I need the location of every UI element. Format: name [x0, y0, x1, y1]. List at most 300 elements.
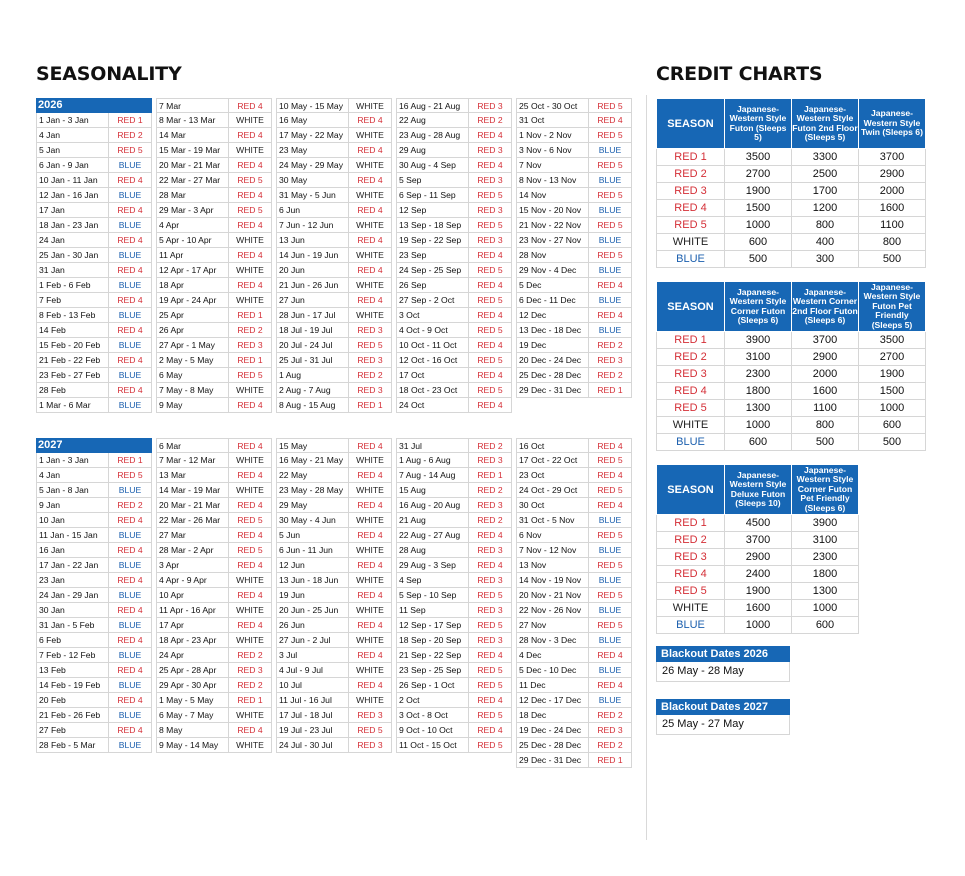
season-row [36, 338, 152, 353]
season-level: RED 4 [237, 470, 263, 480]
season-level: RED 5 [597, 590, 623, 600]
season-level: BLUE [598, 205, 622, 215]
room-type-header: Japanese-Western Style Corner Futon (Sleeps 6) [725, 282, 792, 332]
season-date: 31 Oct [517, 113, 589, 127]
season-date: 6 Sep - 11 Sep [397, 188, 469, 202]
season-row [516, 603, 632, 618]
credit-value: 600 [859, 417, 926, 434]
season-level: RED 1 [477, 470, 503, 480]
season-date: 26 Apr [157, 323, 229, 337]
season-row [156, 233, 272, 248]
credit-season: RED 5 [657, 217, 725, 234]
season-row [396, 173, 512, 188]
season-date: 4 Apr - 9 Apr [157, 573, 229, 587]
season-date: 22 Nov - 26 Nov [517, 603, 589, 617]
season-level: RED 5 [357, 340, 383, 350]
credit-season: RED 5 [657, 400, 725, 417]
credit-row [657, 234, 926, 251]
season-level: BLUE [118, 485, 142, 495]
season-date: 28 Feb - 5 Mar [37, 738, 109, 752]
season-date: 12 Apr - 17 Apr [157, 263, 229, 277]
season-date: 27 Sep - 2 Oct [397, 293, 469, 307]
season-date: 28 Feb [37, 383, 109, 397]
season-level: RED 4 [117, 355, 143, 365]
season-row [516, 513, 632, 528]
season-date: 20 Jul - 24 Jul [277, 338, 349, 352]
season-row [156, 468, 272, 483]
credit-value: 2300 [725, 366, 792, 383]
season-date: 4 Dec [517, 648, 589, 662]
season-date: 27 Nov [517, 618, 589, 632]
season-row [396, 483, 512, 498]
season-date: 19 Sep - 22 Sep [397, 233, 469, 247]
season-level: RED 3 [597, 355, 623, 365]
season-row [276, 158, 392, 173]
season-column [276, 438, 392, 768]
credit-season: RED 3 [657, 183, 725, 200]
credit-row [657, 166, 926, 183]
season-level: RED 4 [357, 175, 383, 185]
season-row [156, 633, 272, 648]
season-date: 9 May [157, 398, 229, 412]
blackout-2026-title: Blackout Dates 2026 [656, 646, 790, 662]
season-level: RED 2 [237, 680, 263, 690]
season-date: 7 Feb [37, 293, 109, 307]
season-date: 28 Jun - 17 Jul [277, 308, 349, 322]
season-date: 1 Mar - 6 Mar [37, 398, 109, 412]
season-level: BLUE [118, 740, 142, 750]
season-date: 30 Oct [517, 498, 589, 512]
season-date: 5 Dec [517, 278, 589, 292]
season-level: RED 5 [597, 530, 623, 540]
season-level: BLUE [118, 160, 142, 170]
season-row [156, 453, 272, 468]
room-type-header: Japanese-Western Style Corner Futon Pet Friendly (Sleeps 6) [792, 465, 859, 515]
season-row [276, 323, 392, 338]
season-row [276, 738, 392, 753]
season-row [276, 513, 392, 528]
credit-season: RED 1 [657, 515, 725, 532]
season-level: BLUE [118, 400, 142, 410]
season-date: 10 Jul [277, 678, 349, 692]
season-level: WHITE [236, 145, 264, 155]
season-date: 30 May [277, 173, 349, 187]
season-row [156, 278, 272, 293]
season-row [396, 278, 512, 293]
season-row [36, 573, 152, 588]
season-date: 11 Sep [397, 603, 469, 617]
season-row [36, 483, 152, 498]
season-row [156, 723, 272, 738]
credit-value: 2000 [792, 366, 859, 383]
season-level: RED 4 [477, 400, 503, 410]
credit-value: 2900 [792, 349, 859, 366]
credit-value: 3500 [859, 332, 926, 349]
season-level: WHITE [236, 235, 264, 245]
credit-season: RED 3 [657, 366, 725, 383]
room-type-header: Japanese-Western Style Futon 2nd Floor (Sleeps 5) [792, 99, 859, 149]
season-level: BLUE [598, 575, 622, 585]
credit-value: 1000 [725, 417, 792, 434]
season-row [156, 143, 272, 158]
season-level: WHITE [356, 635, 384, 645]
season-date: 22 May [277, 468, 349, 482]
season-date: 21 Jun - 26 Jun [277, 278, 349, 292]
season-row [156, 173, 272, 188]
season-level: BLUE [118, 680, 142, 690]
season-date: 16 May [277, 113, 349, 127]
season-date: 19 Apr - 24 Apr [157, 293, 229, 307]
season-row [516, 453, 632, 468]
season-row [276, 98, 392, 113]
season-level: RED 1 [237, 310, 263, 320]
season-date: 4 Jul - 9 Jul [277, 663, 349, 677]
season-level: RED 4 [117, 205, 143, 215]
season-level: WHITE [356, 665, 384, 675]
season-row [516, 233, 632, 248]
season-level: BLUE [118, 590, 142, 600]
season-date: 22 Aug - 27 Aug [397, 528, 469, 542]
season-row [276, 173, 392, 188]
season-row [516, 498, 632, 513]
season-date: 21 Nov - 22 Nov [517, 218, 589, 232]
season-date: 23 Oct [517, 468, 589, 482]
season-level: RED 4 [237, 280, 263, 290]
season-row [276, 233, 392, 248]
season-date: 25 Jan - 30 Jan [37, 248, 109, 262]
season-level: RED 5 [477, 620, 503, 630]
season-row [156, 293, 272, 308]
season-date: 12 Jan - 16 Jan [37, 188, 109, 202]
season-row [396, 723, 512, 738]
season-date: 1 May - 5 May [157, 693, 229, 707]
season-level: RED 2 [477, 485, 503, 495]
credit-row [657, 515, 859, 532]
season-level: WHITE [236, 295, 264, 305]
credit-value: 1900 [725, 583, 792, 600]
season-row [516, 618, 632, 633]
season-date: 6 Nov [517, 528, 589, 542]
season-row [396, 293, 512, 308]
season-row [36, 588, 152, 603]
season-row [36, 618, 152, 633]
season-row [276, 203, 392, 218]
season-date: 7 Nov - 12 Nov [517, 543, 589, 557]
season-date: 26 Sep [397, 278, 469, 292]
season-level: RED 4 [477, 370, 503, 380]
season-row [276, 353, 392, 368]
season-row [156, 738, 272, 753]
season-level: RED 4 [237, 250, 263, 260]
credit-value: 500 [792, 434, 859, 451]
season-row [276, 723, 392, 738]
season-level: RED 3 [357, 325, 383, 335]
credit-value: 1500 [725, 200, 792, 217]
credit-row [657, 366, 926, 383]
season-date: 6 May - 7 May [157, 708, 229, 722]
credit-row [657, 417, 926, 434]
credit-value: 3900 [725, 332, 792, 349]
season-level: RED 5 [477, 740, 503, 750]
season-level: RED 5 [477, 355, 503, 365]
season-date: 19 Jul - 23 Jul [277, 723, 349, 737]
season-level: RED 4 [237, 500, 263, 510]
season-row [516, 753, 632, 768]
season-row [156, 158, 272, 173]
season-date: 7 Feb - 12 Feb [37, 648, 109, 662]
credit-row [657, 583, 859, 600]
season-date: 7 Nov [517, 158, 589, 172]
season-row [516, 188, 632, 203]
season-row [396, 468, 512, 483]
season-row [276, 678, 392, 693]
season-date: 10 Apr [157, 588, 229, 602]
season-row [156, 588, 272, 603]
season-level: RED 5 [477, 190, 503, 200]
season-date: 6 Mar [157, 439, 229, 452]
season-date: 4 Jan [37, 128, 109, 142]
season-row [276, 468, 392, 483]
season-date: 2 May - 5 May [157, 353, 229, 367]
season-row [276, 558, 392, 573]
season-level: RED 2 [477, 515, 503, 525]
season-level: RED 3 [477, 175, 503, 185]
season-date: 27 Jun [277, 293, 349, 307]
season-level: WHITE [356, 101, 384, 111]
season-row [516, 278, 632, 293]
season-level: RED 3 [477, 605, 503, 615]
season-level: WHITE [356, 575, 384, 585]
season-date: 5 Sep - 10 Sep [397, 588, 469, 602]
season-row [396, 98, 512, 113]
season-level: RED 5 [117, 145, 143, 155]
season-row [156, 263, 272, 278]
season-level: RED 3 [477, 545, 503, 555]
credit-value: 3100 [792, 532, 859, 549]
season-date: 11 Oct - 15 Oct [397, 738, 469, 752]
season-row [516, 738, 632, 753]
season-column [396, 438, 512, 768]
season-row [156, 543, 272, 558]
season-row [156, 693, 272, 708]
season-level: RED 5 [477, 295, 503, 305]
season-row [396, 438, 512, 453]
season-row [276, 603, 392, 618]
season-row [36, 353, 152, 368]
season-level: RED 4 [477, 695, 503, 705]
season-date: 2 Oct [397, 693, 469, 707]
season-date: 5 Jun [277, 528, 349, 542]
season-level: WHITE [356, 310, 384, 320]
season-level: RED 1 [117, 115, 143, 125]
season-row [156, 368, 272, 383]
season-date: 14 Feb [37, 323, 109, 337]
season-level: BLUE [598, 265, 622, 275]
seasonality-2027 [36, 438, 632, 771]
season-row [276, 618, 392, 633]
season-row [396, 338, 512, 353]
season-row [276, 438, 392, 453]
season-date: 7 May - 8 May [157, 383, 229, 397]
season-date: 13 Jun [277, 233, 349, 247]
season-row [276, 498, 392, 513]
season-level: RED 2 [597, 370, 623, 380]
season-date: 12 Sep [397, 203, 469, 217]
season-row [516, 588, 632, 603]
credit-value: 1300 [725, 400, 792, 417]
season-row [156, 648, 272, 663]
season-row [156, 308, 272, 323]
season-level: RED 4 [477, 160, 503, 170]
season-date: 1 Jan - 3 Jan [37, 113, 109, 127]
season-date: 18 Jul - 19 Jul [277, 323, 349, 337]
season-date: 23 Feb - 27 Feb [37, 368, 109, 382]
season-date: 17 Oct [397, 368, 469, 382]
season-date: 9 Jan [37, 498, 109, 512]
season-level: WHITE [356, 280, 384, 290]
credit-season: RED 5 [657, 583, 725, 600]
season-level: RED 5 [117, 470, 143, 480]
season-date: 18 Jan - 23 Jan [37, 218, 109, 232]
season-level: RED 5 [597, 190, 623, 200]
season-date: 7 Mar [157, 99, 229, 112]
credit-row [657, 200, 926, 217]
season-level: RED 4 [597, 470, 623, 480]
season-row [276, 218, 392, 233]
credit-value: 3500 [725, 149, 792, 166]
season-level: RED 5 [597, 485, 623, 495]
season-level: BLUE [598, 295, 622, 305]
season-level: BLUE [598, 175, 622, 185]
season-row [396, 368, 512, 383]
season-level: RED 2 [117, 500, 143, 510]
season-level: WHITE [236, 605, 264, 615]
season-date: 14 Nov - 19 Nov [517, 573, 589, 587]
season-date: 23 May - 28 May [277, 483, 349, 497]
season-row [36, 558, 152, 573]
season-level: BLUE [598, 325, 622, 335]
season-date: 22 Mar - 27 Mar [157, 173, 229, 187]
season-row [276, 708, 392, 723]
season-date: 16 Jan [37, 543, 109, 557]
season-row [396, 113, 512, 128]
credit-season: RED 4 [657, 566, 725, 583]
season-row [36, 453, 152, 468]
season-date: 3 Oct - 8 Oct [397, 708, 469, 722]
season-level: RED 4 [477, 130, 503, 140]
season-date: 8 Aug - 15 Aug [277, 398, 349, 412]
season-level: RED 4 [237, 130, 263, 140]
season-level: RED 2 [237, 650, 263, 660]
season-date: 28 Mar [157, 188, 229, 202]
season-row [36, 398, 152, 413]
credit-value: 2700 [859, 349, 926, 366]
season-level: WHITE [236, 575, 264, 585]
season-date: 9 Oct - 10 Oct [397, 723, 469, 737]
season-row [36, 218, 152, 233]
season-row [396, 248, 512, 263]
season-date: 20 Jun - 25 Jun [277, 603, 349, 617]
season-row [516, 308, 632, 323]
season-row [396, 588, 512, 603]
season-date: 29 Mar - 3 Apr [157, 203, 229, 217]
season-date: 21 Sep - 22 Sep [397, 648, 469, 662]
season-level: WHITE [236, 115, 264, 125]
room-type-header: Japanese-Western Style Deluxe Futon (Sleeps 10) [725, 465, 792, 515]
credit-value: 3100 [725, 349, 792, 366]
credit-season: RED 2 [657, 349, 725, 366]
season-level: RED 1 [237, 355, 263, 365]
season-date: 28 Aug [397, 543, 469, 557]
season-row [276, 368, 392, 383]
season-date: 12 Jun [277, 558, 349, 572]
season-date: 27 Apr - 1 May [157, 338, 229, 352]
season-row [516, 438, 632, 453]
season-date: 20 Mar - 21 Mar [157, 498, 229, 512]
season-row [276, 188, 392, 203]
season-level: RED 4 [237, 400, 263, 410]
season-level: RED 4 [477, 530, 503, 540]
season-row [36, 233, 152, 248]
season-date: 8 Nov - 13 Nov [517, 173, 589, 187]
season-date: 10 May - 15 May [277, 99, 349, 112]
season-date: 15 Nov - 20 Nov [517, 203, 589, 217]
season-row [516, 468, 632, 483]
season-date: 18 Apr - 23 Apr [157, 633, 229, 647]
season-level: RED 5 [237, 545, 263, 555]
credit-row [657, 217, 926, 234]
season-level: RED 4 [117, 545, 143, 555]
season-row [516, 528, 632, 543]
credit-season: WHITE [657, 600, 725, 617]
season-column [396, 98, 512, 413]
season-level: BLUE [598, 545, 622, 555]
season-row [156, 513, 272, 528]
season-row [156, 128, 272, 143]
season-level: WHITE [356, 190, 384, 200]
season-date: 24 Jan [37, 233, 109, 247]
credit-row [657, 566, 859, 583]
season-row [396, 543, 512, 558]
season-row [516, 293, 632, 308]
season-level: RED 2 [357, 370, 383, 380]
credit-value: 1000 [725, 217, 792, 234]
season-level: BLUE [118, 190, 142, 200]
season-row [276, 293, 392, 308]
credit-value: 2500 [792, 166, 859, 183]
season-date: 3 Jul [277, 648, 349, 662]
season-row [36, 278, 152, 293]
credit-row [657, 332, 926, 349]
season-row [516, 338, 632, 353]
season-level: BLUE [118, 620, 142, 630]
season-row [396, 203, 512, 218]
season-level: WHITE [236, 455, 264, 465]
season-date: 11 Dec [517, 678, 589, 692]
season-date: 29 Aug [397, 143, 469, 157]
season-level: RED 5 [477, 710, 503, 720]
season-row [396, 558, 512, 573]
room-type-header: Japanese-Western Style Futon (Sleeps 5) [725, 99, 792, 149]
season-row [36, 513, 152, 528]
season-row [396, 263, 512, 278]
credit-row [657, 400, 926, 417]
season-level: BLUE [118, 530, 142, 540]
season-level: BLUE [598, 665, 622, 675]
season-date: 17 Oct - 22 Oct [517, 453, 589, 467]
season-level: RED 3 [357, 710, 383, 720]
season-row [396, 453, 512, 468]
